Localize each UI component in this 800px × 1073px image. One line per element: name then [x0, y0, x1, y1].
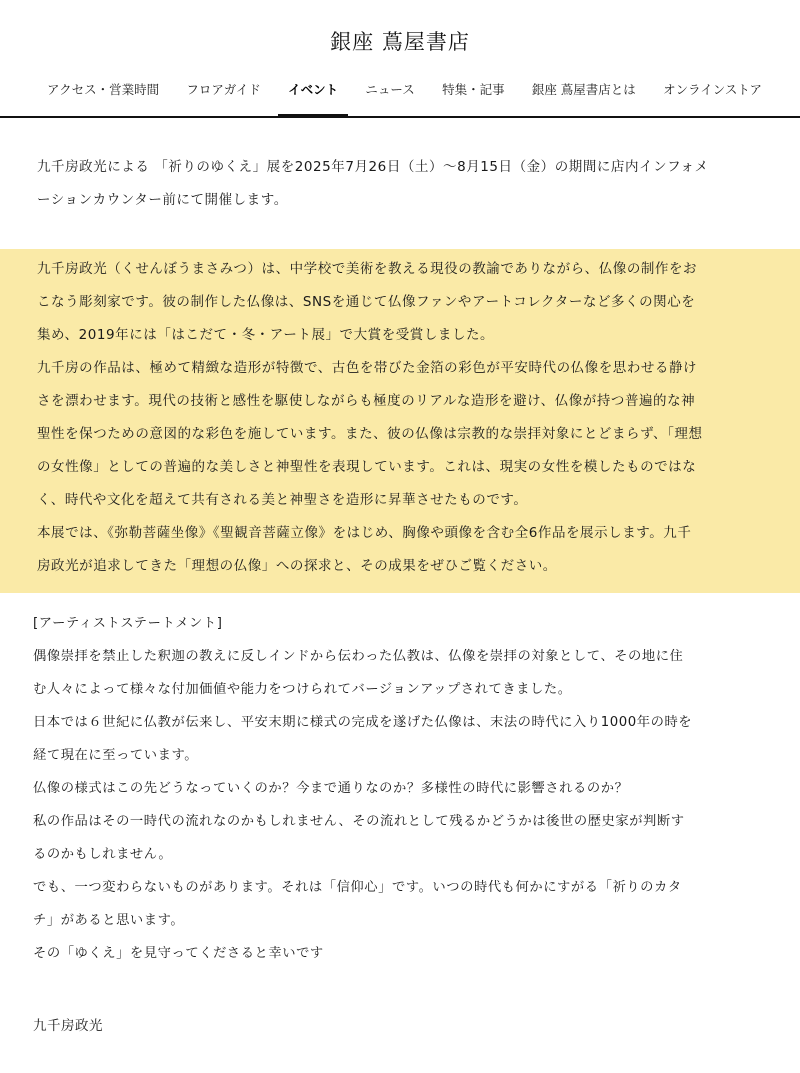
main-nav — [0, 72, 800, 114]
profile-line: く、時代や文化を超えて共有される美と神聖さを造形に昇華させたものです。 — [37, 492, 528, 508]
statement-line: 経て現在に至っています。 — [33, 748, 199, 763]
artist-profile-text — [37, 253, 767, 583]
profile-line: 本展では、《弥勒菩薩坐像》《聖観音菩薩立像》をはじめ、胸像や頭像を含む全6作品を展示します。九千 — [37, 525, 692, 541]
nav-item-floor-guide[interactable]: フロアガイド — [186, 82, 261, 97]
profile-line: 房政光が追求してきた「理想の仏像」への探求と、その成果をぜひご覧ください。 — [37, 558, 557, 574]
profile-line: さを漂わせます。現代の技術と感性を駆使しながらも極度のリアルな造形を避け、仏像が持つ普遍的な神 — [37, 393, 696, 409]
profile-line: こなう彫刻家です。彼の制作した仏像は、SNSを通じて仏像ファンやアートコレクターなど多くの関心を — [37, 294, 696, 310]
statement-line: でも、一つ変わらないものがあります。それは「信仰心」です。いつの時代も何かにすがる「祈りのカタ — [33, 880, 682, 895]
statement-line: るのかもしれません。 — [33, 847, 173, 862]
statement-line: む人々によって様々な付加価値や能力をつけられてバージョンアップされてきました。 — [33, 682, 572, 697]
artist-signature: 九千房政光 — [33, 1018, 103, 1034]
statement-line: 日本では６世紀に仏教が伝来し、平安末期に様式の完成を遂げた仏像は、末法の時代に入り1000年の時を — [33, 715, 693, 730]
nav-item-access-hours[interactable]: アクセス・営業時間 — [47, 82, 160, 97]
nav-item-about[interactable]: 銀座 蔦屋書店とは — [531, 82, 636, 97]
profile-line: 集め、2019年には「はこだて・冬・アート展」で大賞を受賞しました。 — [37, 327, 495, 343]
statement-line: 仏像の様式はこの先どうなっていくのか？今まで通りなのか？多様性の時代に影響されるのか？ — [33, 781, 629, 796]
statement-line: その「ゆくえ」を見守ってくださると幸いです — [33, 946, 324, 961]
header-divider — [0, 116, 800, 118]
site-header — [0, 0, 800, 118]
profile-line: の女性像」としての普遍的な美しさと神聖性を表現しています。これは、現実の女性を模したものではな — [37, 459, 697, 475]
nav-item-features[interactable]: 特集・記事 — [442, 82, 505, 97]
store-logo[interactable]: 銀座 蔦屋書店 — [330, 30, 470, 54]
event-intro — [37, 151, 767, 217]
intro-line: ーションカウンター前にて開催します。 — [37, 192, 288, 208]
statement-line: 偶像崇拝を禁止した釈迦の教えに反しインドから伝わった仏教は、仏像を崇拝の対象として、その地に住 — [33, 649, 684, 664]
artist-profile-highlight — [0, 249, 800, 593]
artist-statement — [33, 607, 768, 970]
profile-line: 九千房の作品は、極めて精緻な造形が特徴で、古色を帯びた金箔の彩色が平安時代の仏像を思わせる静け — [37, 360, 698, 376]
intro-line: 九千房政光による 「祈りのゆくえ」展を2025年7月26日（土）～8月15日（金）の期間に店内インフォメ — [37, 159, 709, 175]
nav-item-events[interactable]: イベント — [278, 72, 348, 114]
statement-heading: [アーティストステートメント] — [33, 616, 223, 631]
profile-line: 聖性を保つための意図的な彩色を施しています。また、彼の仏像は宗教的な崇拝対象にとどまらず、「理想 — [37, 426, 703, 442]
profile-line: 九千房政光（くせんぼうまさみつ）は、中学校で美術を教える現役の教諭でありながら、仏像の制作をお — [37, 261, 698, 277]
statement-line: チ」があると思います。 — [33, 913, 185, 928]
statement-line: 私の作品はその一時代の流れなのかもしれません、その流れとして残るかどうかは後世の歴史家が判断す — [33, 814, 685, 829]
nav-item-online-store[interactable]: オンラインストア — [663, 82, 762, 97]
nav-item-news[interactable]: ニュース — [365, 82, 415, 97]
